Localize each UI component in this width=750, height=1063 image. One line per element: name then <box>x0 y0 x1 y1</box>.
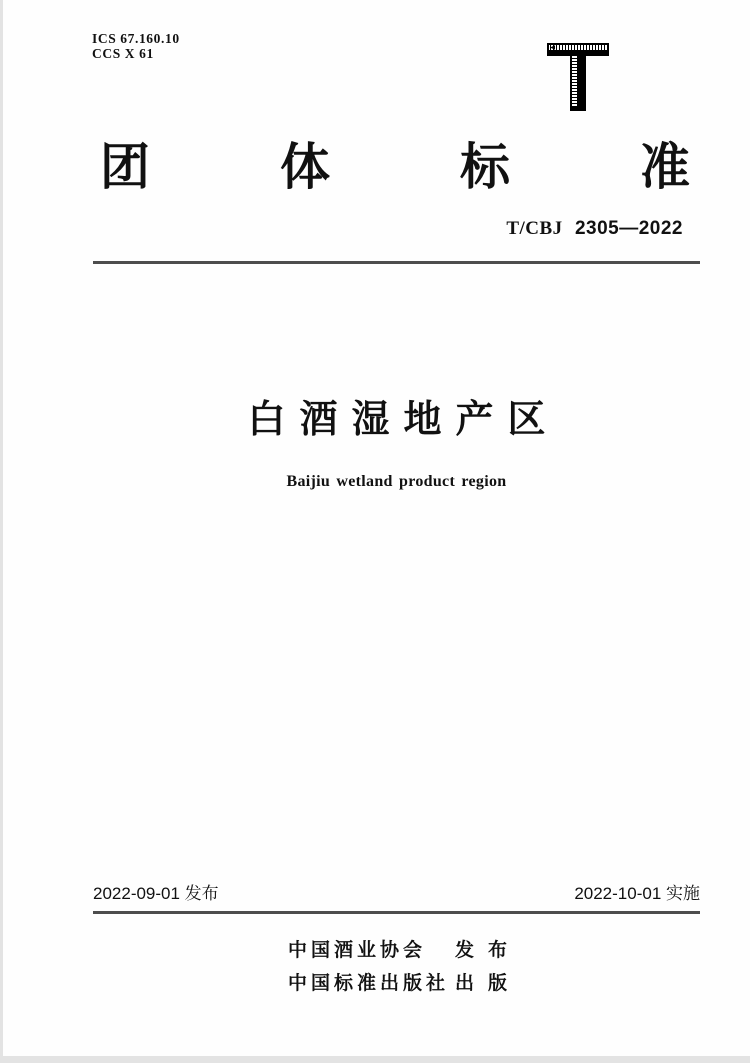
doc-class-char: 团 <box>100 139 150 195</box>
doc-class-char: 准 <box>640 139 690 195</box>
standard-number-prefix: T/CBJ <box>506 218 563 239</box>
implement-date: 2022-10-01 实施 <box>574 884 700 903</box>
ccs-code: CCS X 61 <box>92 46 154 61</box>
page-left-edge <box>0 0 3 1063</box>
standard-number <box>506 218 683 240</box>
publisher-row <box>288 936 521 960</box>
publisher-org: 中国酒业协会 <box>288 939 427 961</box>
ics-code: ICS 67.160.10 <box>92 31 180 46</box>
page-bottom-edge <box>0 1056 750 1063</box>
publisher-action: 出版 <box>455 972 522 994</box>
document-title-en: Baijiu wetland product region <box>286 473 507 490</box>
doc-class-char: 体 <box>280 139 330 195</box>
header-divider-rule <box>93 261 700 264</box>
doc-class-char: 标 <box>460 139 510 195</box>
document-title-cn: 白酒湿地产区 <box>247 399 560 441</box>
publisher-action: 发布 <box>455 939 522 961</box>
publisher-row <box>288 969 521 993</box>
classification-codes <box>92 31 180 61</box>
group-standard-logo-icon <box>547 43 609 111</box>
footer-divider-rule <box>93 911 700 914</box>
publishers-block <box>288 936 521 1002</box>
document-class-title <box>100 141 690 193</box>
publisher-org: 中国标准出版社 <box>288 972 450 994</box>
issue-date: 2022-09-01 发布 <box>93 884 219 903</box>
dates-row <box>93 883 700 905</box>
standard-number-value: 2305—2022 <box>574 218 683 239</box>
